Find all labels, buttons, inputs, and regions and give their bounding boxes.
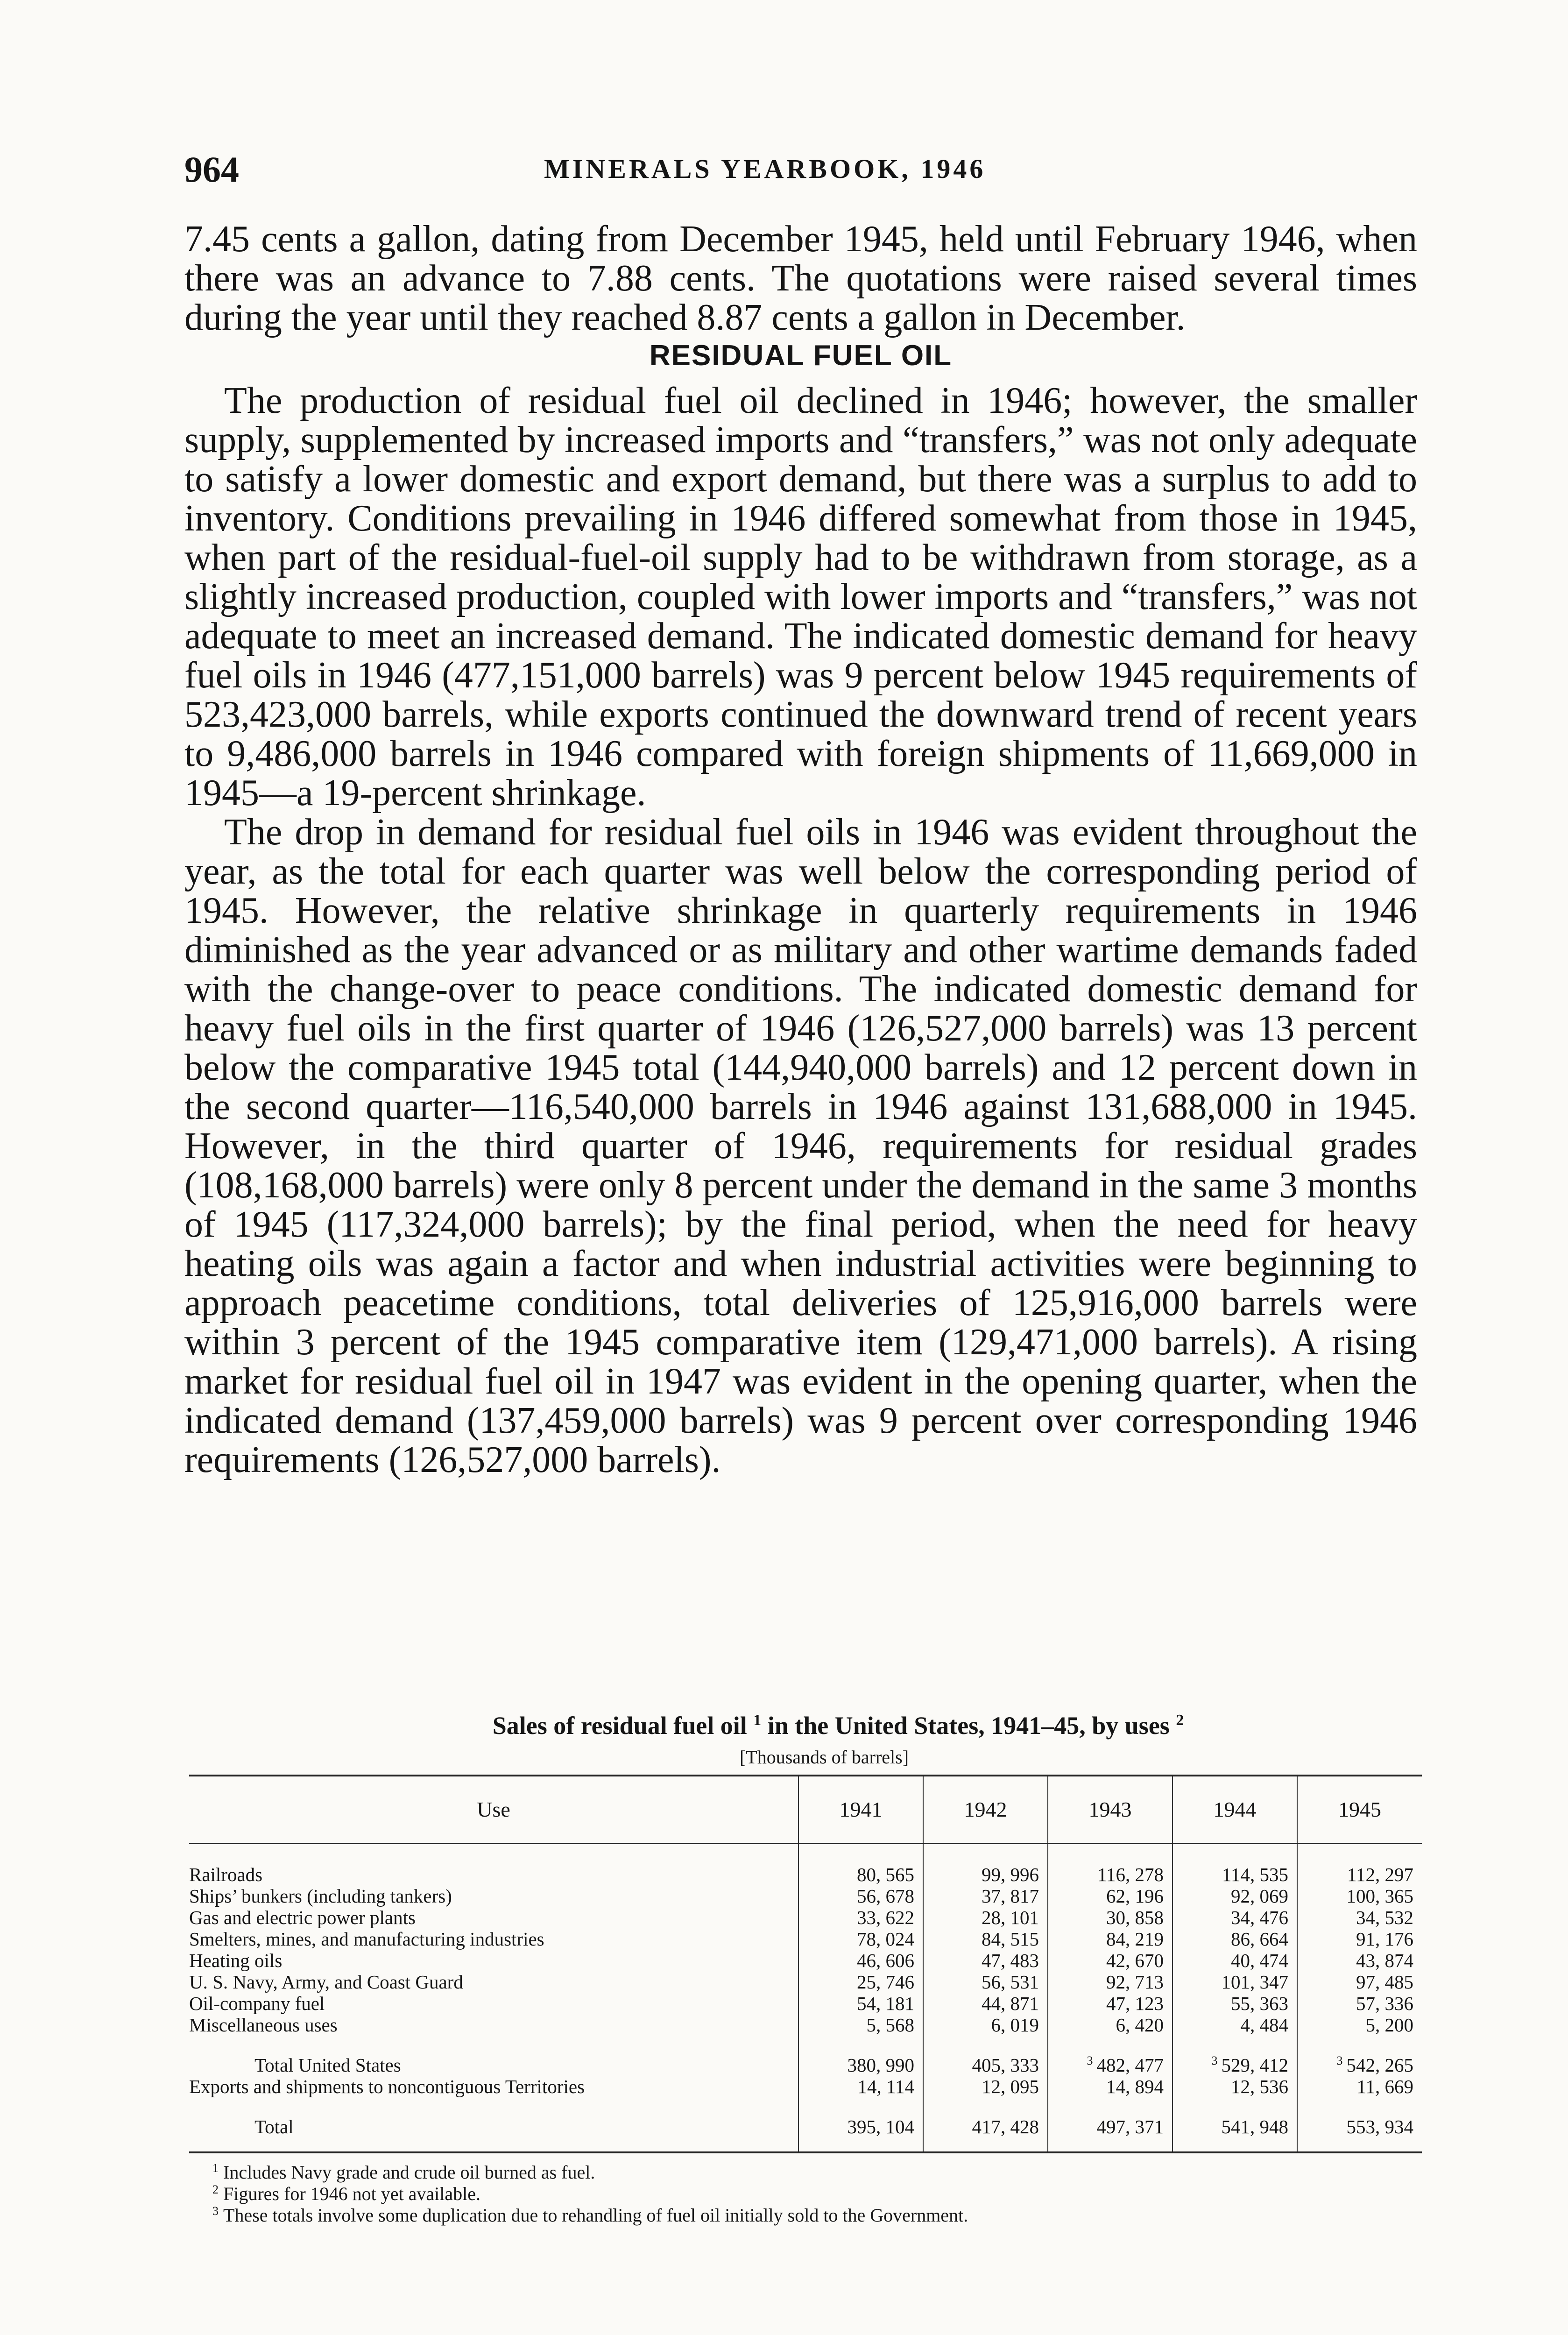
cell-1945: 542, 265 [1346, 2054, 1413, 2076]
table-row [189, 1993, 1422, 2014]
carryover-paragraph: 7.45 cents a gallon, dating from December 1945, held until February 1946, when there was an advance to 7.88 cents. The quotations were raised several times during the year until they reached 8.87 cents a gallon in December. [184, 219, 1417, 338]
body-text [184, 219, 1417, 1479]
cell-1942: 99, 996 [923, 1864, 1048, 1885]
cell-1942: 405, 333 [923, 2054, 1048, 2076]
cell-1944: 529, 412 [1221, 2054, 1288, 2076]
column-header-1943: 1943 [1048, 1776, 1172, 1844]
row-label: Miscellaneous uses [189, 2014, 338, 2036]
cell-1942: 44, 871 [923, 1993, 1048, 2014]
row-label: Smelters, mines, and manufacturing industries [189, 1928, 544, 1950]
cell-1941: 5, 568 [798, 2014, 923, 2036]
cell-1941: 395, 104 [798, 2116, 923, 2137]
cell-1945: 34, 532 [1297, 1907, 1422, 1928]
column-header-1944: 1944 [1172, 1776, 1297, 1844]
footnote [212, 2183, 1422, 2205]
table-row [189, 1928, 1422, 1950]
cell-1942: 12, 095 [923, 2076, 1048, 2097]
column-header-1945: 1945 [1297, 1776, 1422, 1844]
footnote [212, 2162, 1422, 2183]
cell-1944: 40, 474 [1172, 1950, 1297, 1971]
cell-1942: 6, 019 [923, 2014, 1048, 2036]
running-head: MINERALS YEARBOOK, 1946 [544, 154, 986, 184]
paragraph: The drop in demand for residual fuel oils in 1946 was evident throughout the year, as the total for each quarter was well below the corresponding period of 1945. However, the relative shrinkage in quarterly requirements in 1946 diminished as the year advanced or as military and other wartime demands faded with the change-over to peace conditions. The indicated domestic demand for heavy fuel oils in the first quarter of 1946 (126,527,000 barrels) was 13 percent below the comparative 1945 total (144,940,000 barrels) and 12 percent down in the second quarter—116,540,000 barrels in 1946 against 131,688,000 in 1945. However, in the third quarter of 1946, requirements for residual grades (108,168,000 barrels) were only 8 percent under the demand in the same 3 months of 1945 (117,324,000 barrels); by the final period, when the need for heavy heating oils was again a factor and when industrial activities were beginning to approach peacetime conditions, total deliveries of 125,916,000 barrels were within 3 percent of the 1945 comparative item (129,471,000 barrels). A rising market for residual fuel oil in 1947 was evident in the opening quarter, when the indicated demand (137,459,000 barrels) was 9 percent over corresponding 1946 requirements (126,527,000 barrels). [184, 812, 1417, 1480]
page-header [184, 149, 1408, 191]
cell-1943: 30, 858 [1048, 1907, 1172, 1928]
table-title [254, 1709, 1422, 1742]
row-label: Heating oils [189, 1950, 283, 1971]
footnote-marker: 3 [1336, 2054, 1343, 2068]
cell-1941: 380, 990 [798, 2054, 923, 2076]
cell-1945: 57, 336 [1297, 1993, 1422, 2014]
cell-1945: 553, 934 [1297, 2116, 1422, 2137]
cell-1943-with-note [1048, 2054, 1172, 2076]
table-row [189, 1971, 1422, 1993]
footnote-text: Includes Navy grade and crude oil burned as fuel. [223, 2162, 595, 2183]
cell-1945: 91, 176 [1297, 1928, 1422, 1950]
cell-1944-with-note [1172, 2054, 1297, 2076]
cell-1945: 100, 365 [1297, 1885, 1422, 1907]
paragraph: The production of residual fuel oil declined in 1946; however, the smaller supply, supplemented by increased imports and “transfers,” was not only adequate to satisfy a lower domestic and export demand, but there was a surplus to add to inventory. Conditions prevailing in 1946 differed somewhat from those in 1945, when part of the residual-fuel-oil supply had to be withdrawn from storage, as a slightly increased production, coupled with lower imports and “transfers,” was not adequate to meet an increased demand. The indicated domestic demand for heavy fuel oils in 1946 (477,151,000 barrels) was 9 percent below 1945 requirements of 523,423,000 barrels, while exports continued the downward trend of recent years to 9,486,000 barrels in 1946 compared with foreign shipments of 11,669,000 in 1945—a 19-percent shrinkage. [184, 380, 1417, 814]
cell-1944: 86, 664 [1172, 1928, 1297, 1950]
column-header-use: Use [189, 1776, 798, 1844]
footnote-marker: 2 [212, 2182, 219, 2196]
row-label: U. S. Navy, Army, and Coast Guard [189, 1971, 463, 1993]
cell-1943: 92, 713 [1048, 1971, 1172, 1993]
cell-1941: 56, 678 [798, 1885, 923, 1907]
cell-1942: 47, 483 [923, 1950, 1048, 1971]
cell-1945: 11, 669 [1297, 2076, 1422, 2097]
page-number: 964 [184, 149, 239, 190]
total-us-row [189, 2054, 1422, 2076]
table-header-row [189, 1776, 1422, 1844]
sales-table [189, 1775, 1422, 2153]
sales-table-section [189, 1709, 1422, 2226]
row-label: Railroads [189, 1864, 263, 1885]
cell-1941: 78, 024 [798, 1928, 923, 1950]
footnote-marker: 3 [1087, 2054, 1093, 2068]
table-row [189, 1950, 1422, 1971]
cell-1941: 80, 565 [798, 1864, 923, 1885]
section-heading: RESIDUAL FUEL OIL [649, 340, 953, 372]
cell-1942: 84, 515 [923, 1928, 1048, 1950]
exports-row [189, 2076, 1422, 2097]
cell-1945: 112, 297 [1297, 1864, 1422, 1885]
table-row [189, 1907, 1422, 1928]
footnote-marker: 3 [1211, 2054, 1218, 2068]
cell-1945-with-note [1297, 2054, 1422, 2076]
row-label: Oil-company fuel [189, 1993, 325, 2014]
table-footnotes [189, 2162, 1422, 2226]
table-row [189, 1885, 1422, 1907]
table-row [189, 2014, 1422, 2036]
cell-1943: 62, 196 [1048, 1885, 1172, 1907]
cell-1944: 4, 484 [1172, 2014, 1297, 2036]
footnote-marker: 2 [1176, 1712, 1184, 1729]
column-header-1941: 1941 [798, 1776, 923, 1844]
footnote-marker: 1 [753, 1712, 762, 1729]
row-label: Gas and electric power plants [189, 1907, 416, 1928]
cell-1944: 101, 347 [1172, 1971, 1297, 1993]
cell-1941: 14, 114 [798, 2076, 923, 2097]
cell-1944: 34, 476 [1172, 1907, 1297, 1928]
cell-1943: 84, 219 [1048, 1928, 1172, 1950]
cell-1945: 43, 874 [1297, 1950, 1422, 1971]
row-label: Total United States [254, 2054, 401, 2076]
footnote-marker: 1 [212, 2161, 219, 2175]
cell-1943: 116, 278 [1048, 1864, 1172, 1885]
grand-total-row [189, 2116, 1422, 2137]
cell-1943: 6, 420 [1048, 2014, 1172, 2036]
column-header-1942: 1942 [923, 1776, 1048, 1844]
cell-1943: 42, 670 [1048, 1950, 1172, 1971]
cell-1944: 541, 948 [1172, 2116, 1297, 2137]
cell-1942: 28, 101 [923, 1907, 1048, 1928]
cell-1943: 14, 894 [1048, 2076, 1172, 2097]
cell-1944: 92, 069 [1172, 1885, 1297, 1907]
cell-1941: 54, 181 [798, 1993, 923, 2014]
cell-1944: 12, 536 [1172, 2076, 1297, 2097]
cell-1941: 33, 622 [798, 1907, 923, 1928]
row-label: Ships’ bunkers (including tankers) [189, 1885, 452, 1907]
cell-1942: 56, 531 [923, 1971, 1048, 1993]
footnote-text: These totals involve some duplication due to rehandling of fuel oil initially sold to the Government. [223, 2205, 968, 2226]
cell-1942: 417, 428 [923, 2116, 1048, 2137]
cell-1941: 46, 606 [798, 1950, 923, 1971]
cell-1944: 114, 535 [1172, 1864, 1297, 1885]
footnote [212, 2205, 1422, 2226]
cell-1944: 55, 363 [1172, 1993, 1297, 2014]
row-label: Total [254, 2116, 294, 2137]
row-label: Exports and shipments to noncontiguous Territories [189, 2076, 585, 2097]
cell-1943: 497, 371 [1048, 2116, 1172, 2137]
table-row [189, 1864, 1422, 1885]
cell-1945: 5, 200 [1297, 2014, 1422, 2036]
table-title-text: in the United States, 1941–45, by uses [767, 1712, 1170, 1740]
cell-1941: 25, 746 [798, 1971, 923, 1993]
cell-1945: 97, 485 [1297, 1971, 1422, 1993]
table-unit-note: [Thousands of barrels] [739, 1747, 909, 1768]
footnote-text: Figures for 1946 not yet available. [223, 2183, 480, 2204]
footnote-marker: 3 [212, 2204, 219, 2218]
cell-1943: 47, 123 [1048, 1993, 1172, 2014]
cell-1943: 482, 477 [1096, 2054, 1164, 2076]
cell-1942: 37, 817 [923, 1885, 1048, 1907]
table-title-text: Sales of residual fuel oil [492, 1712, 747, 1740]
